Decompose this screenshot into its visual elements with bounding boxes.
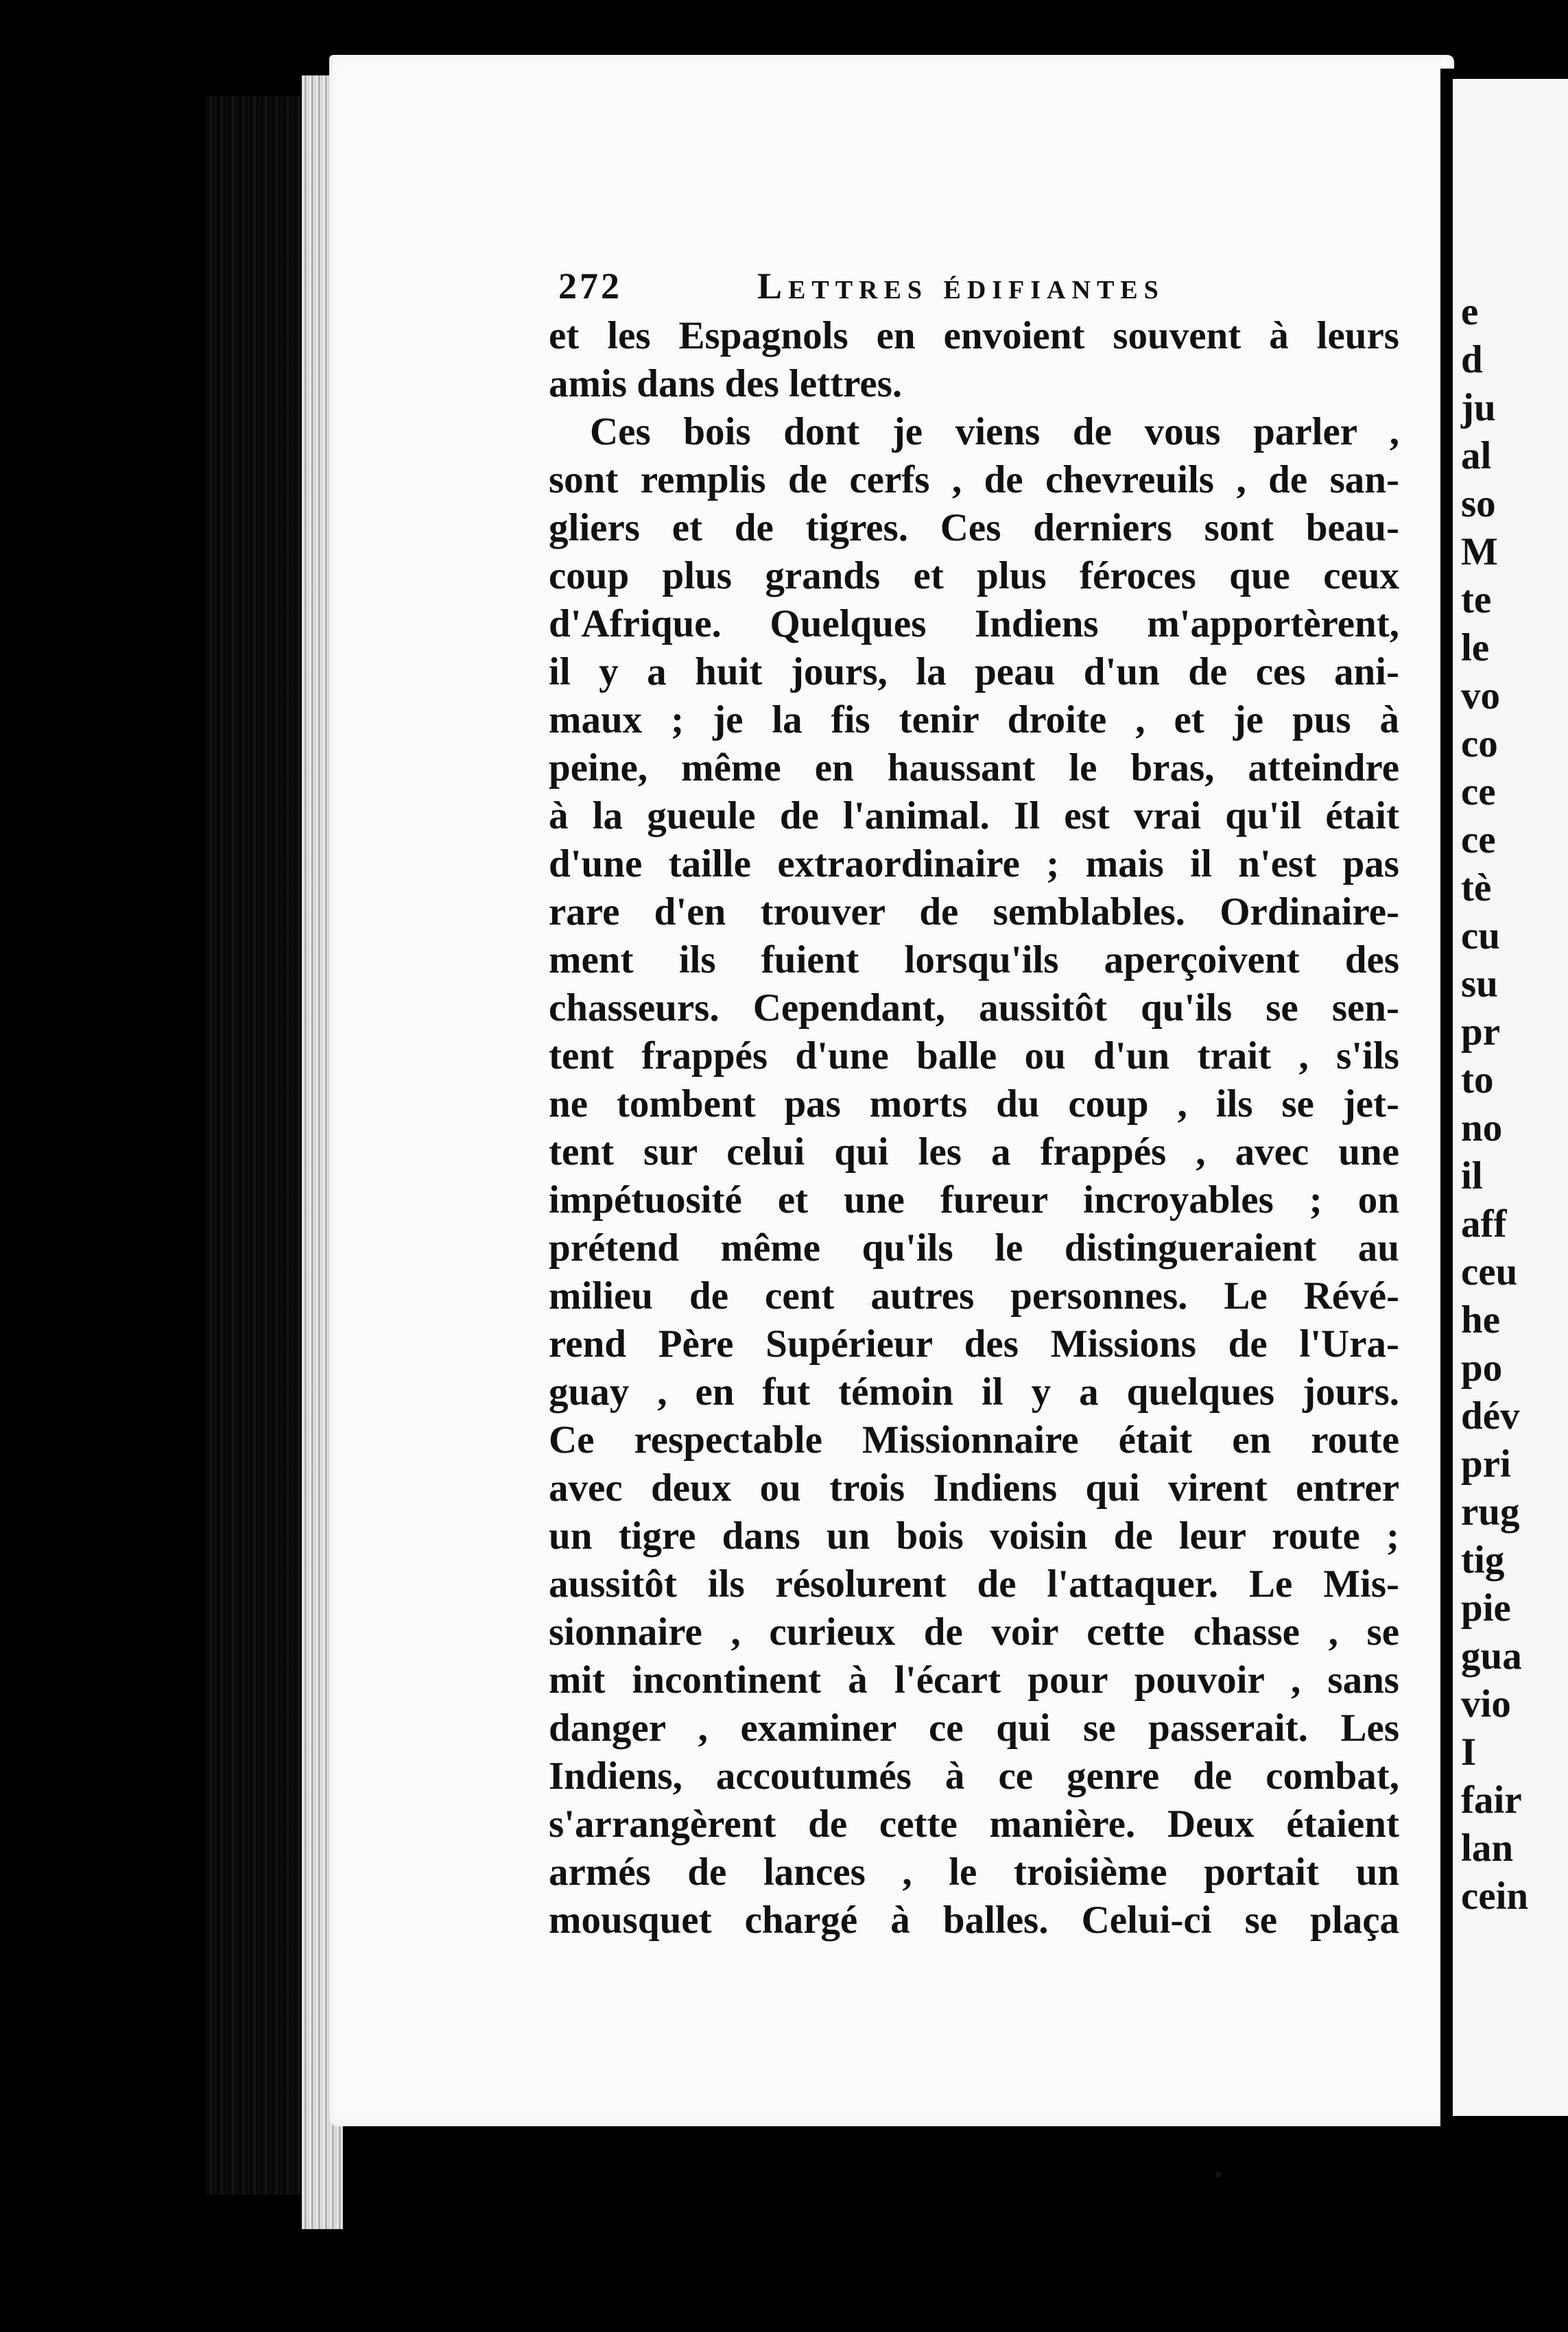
facing-page-fragment: to — [1461, 1058, 1494, 1102]
text-line: d'Afrique. Quelques Indiens m'apportèrent, — [549, 602, 1399, 645]
text-line: Ce respectable Missionnaire était en route — [549, 1418, 1399, 1462]
text-line: milieu de cent autres personnes. Le Révé- — [549, 1274, 1399, 1318]
text-line: rare d'en trouver de semblables. Ordinaire- — [549, 890, 1399, 933]
text-line: un tigre dans un bois voisin de leur route ; — [549, 1514, 1399, 1558]
facing-page-fragment: cein — [1461, 1875, 1529, 1918]
facing-page-fragment: d — [1461, 338, 1483, 381]
facing-page-fragment: rug — [1461, 1490, 1520, 1534]
facing-page-fragment: le — [1461, 626, 1490, 669]
facing-page-fragment: M — [1461, 530, 1498, 573]
facing-page-fragment: vio — [1461, 1682, 1511, 1726]
text-line: tent frappés d'une balle ou d'un trait , s'ils — [549, 1034, 1399, 1078]
text-line: impétuosité et une fureur incroyables ; on — [549, 1178, 1399, 1222]
text-line: sont remplis de cerfs , de chevreuils , de san- — [549, 458, 1399, 501]
text-line: chasseurs. Cependant, aussitôt qu'ils se sen- — [549, 986, 1399, 1030]
facing-page-fragment: po — [1461, 1346, 1503, 1390]
facing-page-fragment: vo — [1461, 674, 1500, 717]
text-line: peine, même en haussant le bras, atteindre — [549, 746, 1399, 789]
facing-page-fragment: il — [1461, 1154, 1483, 1198]
facing-page-fragment: su — [1461, 962, 1498, 1006]
text-line: s'arrangèrent de cette manière. Deux étaient — [549, 1802, 1399, 1846]
ink-speck — [1215, 2171, 1221, 2178]
text-line: mousquet chargé à balles. Celui-ci se plaça — [549, 1899, 1399, 1942]
text-line: il y a huit jours, la peau d'un de ces ani- — [549, 650, 1399, 693]
text-line: danger , examiner ce qui se passerait. Les — [549, 1706, 1399, 1750]
text-line: à la gueule de l'animal. Il est vrai qu'il était — [549, 794, 1399, 837]
text-line: d'une taille extraordinaire ; mais il n'est pas — [549, 842, 1399, 885]
text-line: Ces bois dont je viens de vous parler , — [590, 410, 1399, 453]
facing-page-text-fragments — [1461, 288, 1564, 1920]
facing-page-fragment: he — [1461, 1298, 1500, 1342]
text-line: ne tombent pas morts du coup , ils se jet- — [549, 1082, 1399, 1126]
text-line: Indiens, accoutumés à ce genre de combat, — [549, 1754, 1399, 1798]
facing-page-fragment: e — [1461, 290, 1479, 333]
facing-page-fragment: fair — [1461, 1778, 1522, 1822]
facing-page-fragment: pie — [1461, 1586, 1511, 1630]
facing-page-fragment: co — [1461, 722, 1498, 765]
facing-page-fragment: tè — [1461, 866, 1492, 909]
facing-page-fragment: ce — [1461, 818, 1496, 861]
text-line: sionnaire , curieux de voir cette chasse , se — [549, 1610, 1399, 1654]
text-line: armés de lances , le troisième portait un — [549, 1851, 1399, 1894]
facing-page-fragment: pri — [1461, 1442, 1511, 1486]
text-line: mit incontinent à l'écart pour pouvoir , sans — [549, 1658, 1399, 1702]
facing-page-fragment: lan — [1461, 1827, 1514, 1870]
facing-page-fragment: dév — [1461, 1394, 1520, 1438]
text-line: coup plus grands et plus féroces que ceux — [549, 554, 1399, 597]
text-line: prétend même qu'ils le distingueraient au — [549, 1226, 1399, 1270]
page-number: 272 — [558, 265, 622, 307]
text-line: gliers et de tigres. Ces derniers sont beau- — [549, 506, 1399, 549]
facing-page-fragment: ceu — [1461, 1250, 1518, 1294]
text-line: aussitôt ils résolurent de l'attaquer. Le Mis- — [549, 1562, 1399, 1606]
page-body-text — [549, 312, 1399, 1944]
facing-page-fragment: al — [1461, 434, 1492, 477]
text-line: rend Père Supérieur des Missions de l'Ura- — [549, 1322, 1399, 1366]
facing-page-fragment: I — [1461, 1730, 1477, 1774]
facing-page-fragment: no — [1461, 1106, 1503, 1150]
facing-page-fragment: ce — [1461, 770, 1496, 813]
text-line: amis dans des lettres. — [549, 362, 903, 405]
facing-page-fragment: cu — [1461, 914, 1500, 957]
facing-page-fragment: tig — [1461, 1538, 1505, 1582]
facing-page-fragment: te — [1461, 578, 1492, 621]
facing-page-fragment: aff — [1461, 1202, 1507, 1246]
facing-page-fragment: ju — [1461, 386, 1496, 429]
text-line: maux ; je la fis tenir droite , et je pus à — [549, 698, 1399, 741]
running-title: Lettres édifiantes — [757, 265, 1165, 307]
text-line: avec deux ou trois Indiens qui virent entrer — [549, 1466, 1399, 1510]
text-line: ment ils fuient lorsqu'ils aperçoivent des — [549, 938, 1399, 981]
text-line: tent sur celui qui les a frappés , avec une — [549, 1130, 1399, 1174]
text-line: et les Espagnols en envoient souvent à leurs — [549, 314, 1399, 357]
text-line: guay , en fut témoin il y a quelques jours. — [549, 1370, 1399, 1414]
facing-page-fragment: gua — [1461, 1634, 1522, 1678]
running-header — [558, 265, 1402, 313]
facing-page-fragment: pr — [1461, 1010, 1500, 1054]
facing-page-fragment: so — [1461, 482, 1496, 525]
